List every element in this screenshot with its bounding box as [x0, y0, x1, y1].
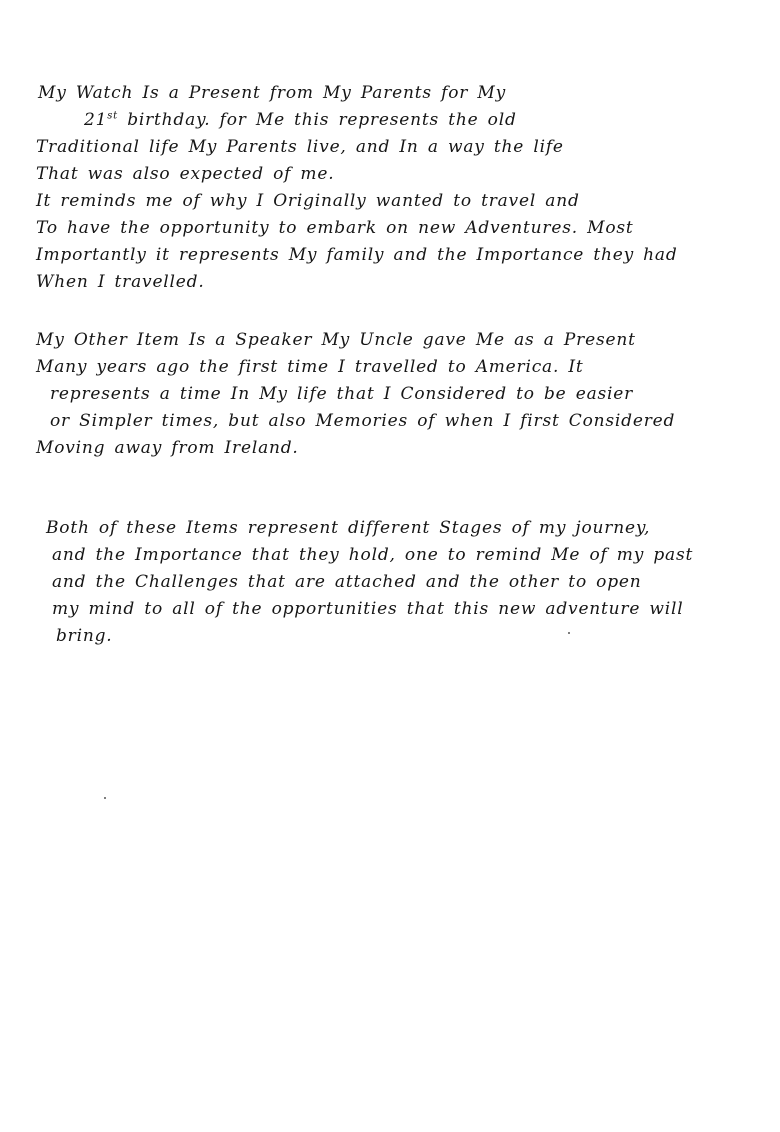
text-line: or Simpler times, but also Memories of when I first Considered [50, 411, 676, 431]
text-line [36, 107, 748, 134]
text-line: represents a time In My life that I Considered to be easier [50, 384, 634, 404]
text-fragment: 21 [84, 110, 108, 130]
text-line: That was also expected of me. [36, 164, 335, 184]
text-fragment: birthday. for Me this represents the old [118, 110, 517, 130]
text-line: and the Challenges that are attached and the other to open [52, 572, 642, 592]
text-line: When I travelled. [36, 272, 205, 292]
paragraph-journey [46, 515, 758, 650]
text-line: Traditional life My Parents live, and In a way the life [36, 137, 564, 157]
paragraph-speaker [36, 327, 748, 462]
text-line: bring. [56, 626, 113, 646]
text-line: To have the opportunity to embark on new Adventures. Most [36, 218, 634, 238]
text-line: and the Importance that they hold, one to remind Me of my past [52, 545, 694, 565]
ink-speck [104, 797, 106, 799]
text-line: my mind to all of the opportunities that this new adventure will [52, 599, 684, 619]
ink-speck [568, 632, 570, 634]
text-line: My Watch Is a Present from My Parents for My [38, 83, 506, 103]
paragraph-watch [36, 80, 748, 296]
text-line: Importantly it represents My family and the Importance they had [36, 245, 678, 265]
text-line: It reminds me of why I Originally wanted to travel and [36, 191, 580, 211]
text-line: Many years ago the first time I travelled to America. It [36, 357, 584, 377]
text-line: Both of these Items represent different Stages of my journey, [46, 518, 651, 538]
text-line: My Other Item Is a Speaker My Uncle gave Me as a Present [36, 330, 636, 350]
text-line: Moving away from Ireland. [36, 438, 299, 458]
superscript: st [107, 110, 118, 122]
